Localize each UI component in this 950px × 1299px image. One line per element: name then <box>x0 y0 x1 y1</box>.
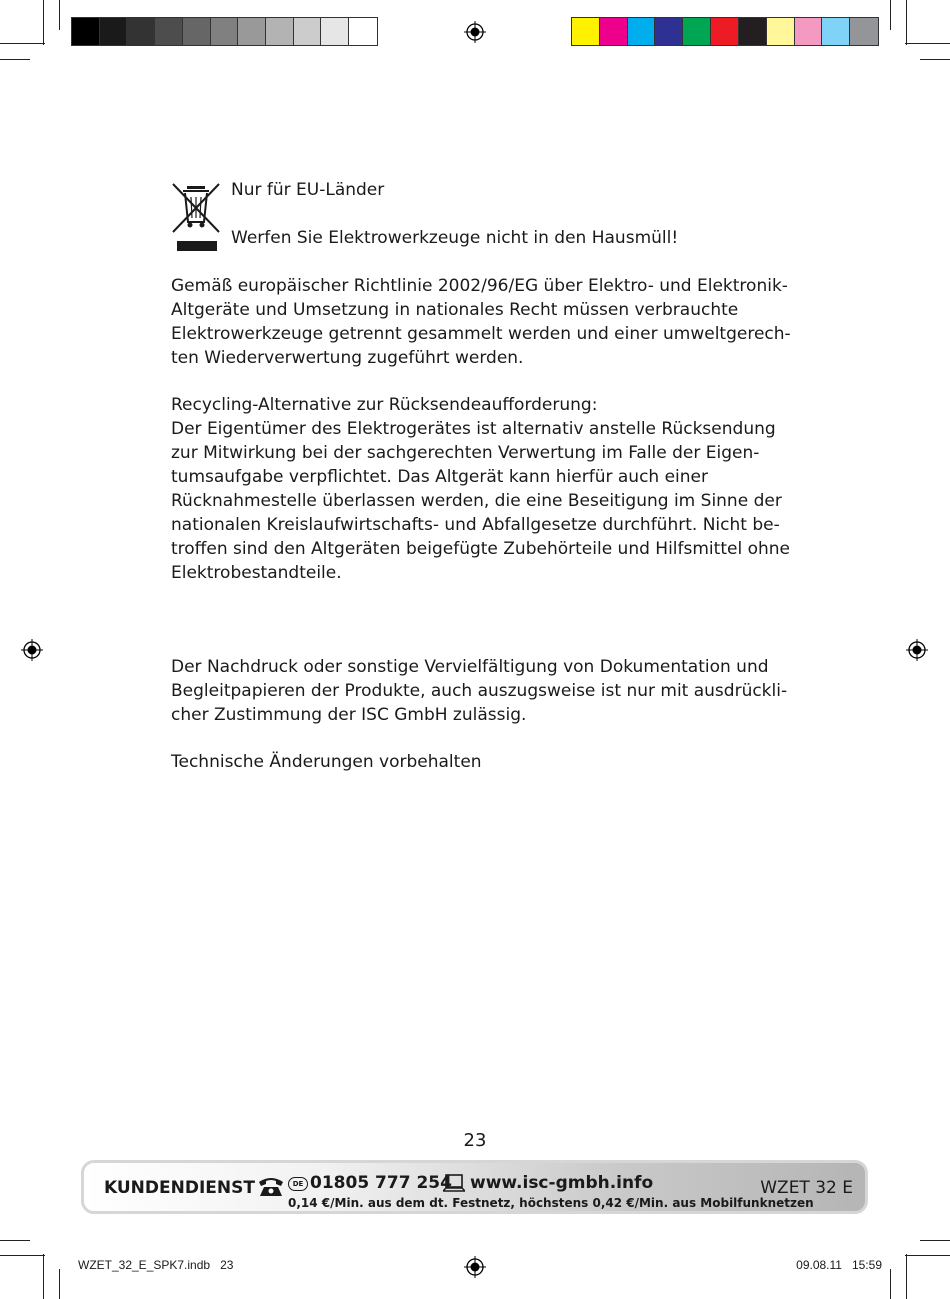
color-swatch <box>266 18 294 45</box>
crop-mark <box>906 1254 907 1299</box>
color-swatch <box>349 18 377 45</box>
crop-mark <box>920 1240 950 1241</box>
color-swatch <box>600 18 628 45</box>
registration-mark-icon <box>464 21 486 43</box>
crop-mark <box>59 0 60 30</box>
color-swatch <box>739 18 767 45</box>
country-badge: DE <box>288 1177 308 1191</box>
color-swatch <box>822 18 850 45</box>
telephone-icon <box>257 1175 285 1197</box>
color-swatch <box>72 18 100 45</box>
color-swatch <box>683 18 711 45</box>
reprint-paragraph: Der Nachdruck oder sonstige Vervielfältigung von Dokumentation und Begleitpapieren der Produkte, auch auszugsweise ist nur mit ausdrückli- cher Zustimmung der ISC GmbH zulässig. <box>171 657 788 725</box>
color-swatch <box>711 18 739 45</box>
call-rates: 0,14 €/Min. aus dem dt. Festnetz, höchstens 0,42 €/Min. aus Mobilfunknetzen <box>288 1196 814 1210</box>
crop-mark <box>890 1269 891 1299</box>
crop-mark <box>43 0 44 45</box>
service-phone: 01805 777 254 <box>310 1173 452 1193</box>
registration-mark-icon <box>906 639 928 661</box>
slug-timestamp: 09.08.11 15:59 <box>796 1258 882 1272</box>
service-website: www.isc-gmbh.info <box>470 1173 654 1193</box>
gray-calibration-bar <box>71 17 378 46</box>
registration-mark-icon <box>21 639 43 661</box>
page-number: 23 <box>463 1130 487 1151</box>
color-swatch <box>127 18 155 45</box>
color-swatch <box>211 18 239 45</box>
disposal-warning: Werfen Sie Elektrowerkzeuge nicht in den Hausmüll! <box>231 228 679 248</box>
slug-filename: WZET_32_E_SPK7.indb 23 <box>78 1258 234 1272</box>
laptop-icon <box>443 1174 465 1194</box>
color-swatch <box>294 18 322 45</box>
crop-mark <box>0 1240 30 1241</box>
crop-mark <box>905 1255 950 1256</box>
crop-mark <box>0 1255 45 1256</box>
crop-mark <box>905 43 950 44</box>
color-swatch <box>321 18 349 45</box>
color-swatch <box>767 18 795 45</box>
recycling-paragraph: Recycling-Alternative zur Rücksendeaufforderung: Der Eigentümer des Elektrogerätes ist alternativ anstelle Rücksendung zur Mitwirkung bei der sachgerechten Verwertung im Falle der Eigen- tumsaufgabe verpflichtet. Das Altgerät kann hierfür auch einer Rücknahmestelle überlassen werden, die eine Beseitigung im Sinne der nationalen Kreislaufwirtschafts- und Abfallgesetze durchführt. Nicht be- troffen sind den Altgeräten beigefügte Zubehörteile und Hilfsmittel ohne Elektrobestandteile. <box>171 395 790 583</box>
crop-mark <box>43 1254 44 1299</box>
crop-mark <box>920 59 950 60</box>
color-swatch <box>795 18 823 45</box>
color-swatch <box>572 18 600 45</box>
color-swatch <box>155 18 183 45</box>
color-swatch <box>100 18 128 45</box>
color-swatch <box>183 18 211 45</box>
service-label: KUNDENDIENST <box>104 1178 255 1198</box>
crop-mark <box>906 0 907 45</box>
color-swatch <box>628 18 656 45</box>
directive-paragraph: Gemäß europäischer Richtlinie 2002/96/EG über Elektro- und Elektronik- Altgeräte und Umsetzung in nationales Recht müssen verbrauchte Elektrowerkzeuge getrennt gesammelt werden und einer umweltgerech- ten Wiederverwertung zugeführt werden. <box>171 276 791 368</box>
crop-mark <box>890 0 891 30</box>
crop-mark <box>0 43 45 44</box>
customer-service-bar <box>81 1160 868 1214</box>
crop-mark <box>0 59 30 60</box>
eu-label: Nur für EU-Länder <box>231 180 385 200</box>
crop-mark <box>59 1269 60 1299</box>
registration-mark-icon <box>464 1256 486 1278</box>
color-calibration-bar <box>571 17 879 46</box>
color-swatch <box>238 18 266 45</box>
model-number: WZET 32 E <box>760 1178 853 1198</box>
color-swatch <box>655 18 683 45</box>
technical-changes-note: Technische Änderungen vorbehalten <box>171 752 482 772</box>
color-swatch <box>850 18 878 45</box>
crossed-out-bin-icon <box>171 180 221 252</box>
